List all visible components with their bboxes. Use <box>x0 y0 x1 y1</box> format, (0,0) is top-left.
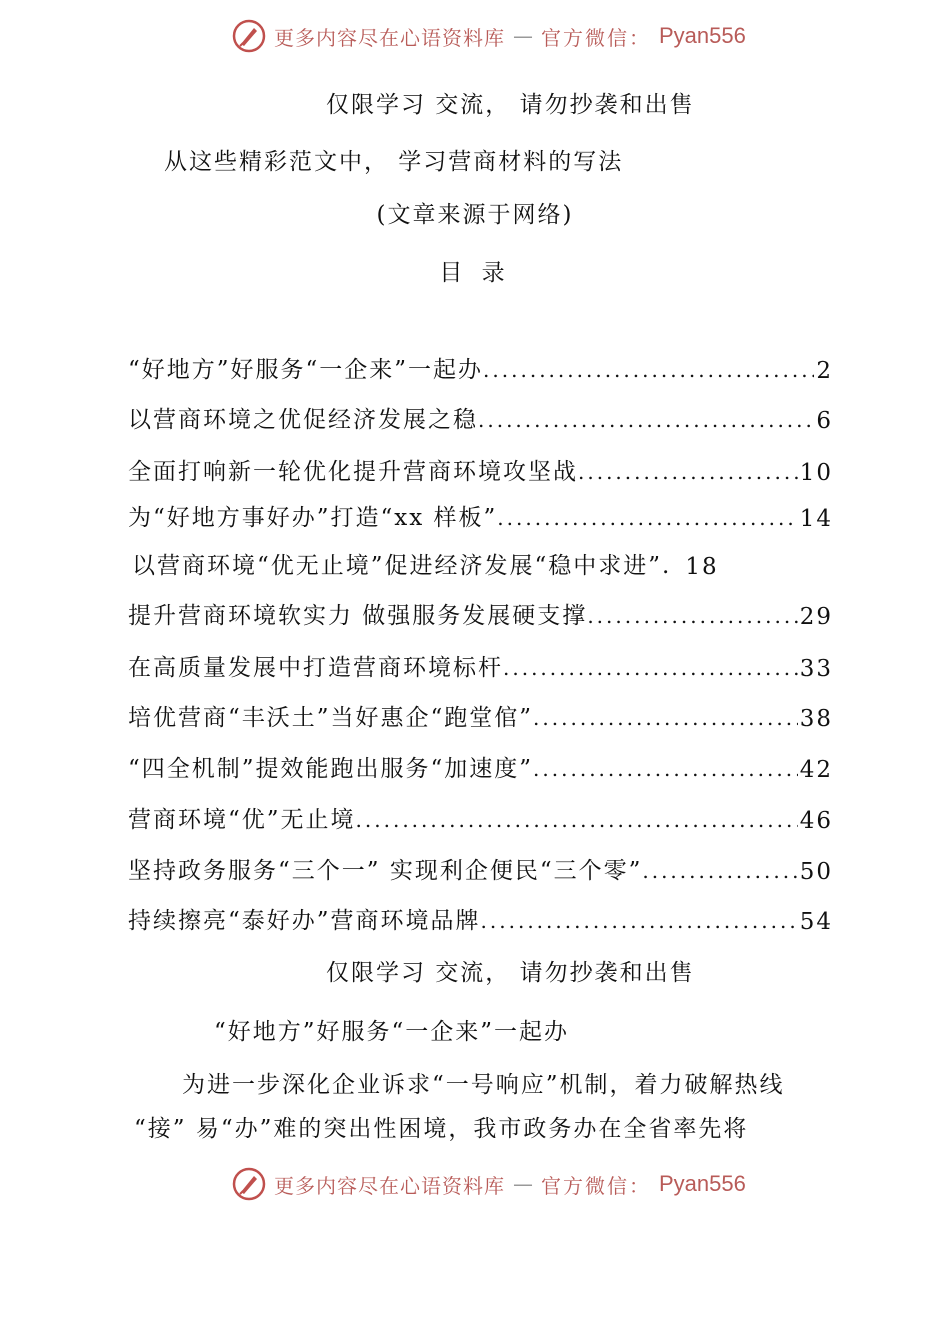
toc-item[interactable] <box>128 350 833 384</box>
toc-item[interactable] <box>132 546 837 580</box>
article-title: “好地方”好服务“一企来”一起办 <box>214 1019 570 1045</box>
toc-item-page: 42 <box>799 757 833 783</box>
toc-item-page: 33 <box>799 656 833 682</box>
banner-site-text: 更多内容尽在心语资料库 <box>274 25 505 50</box>
toc-item-page: 46 <box>799 808 833 834</box>
toc-leader-dots <box>578 460 798 486</box>
top-banner <box>232 18 746 54</box>
toc-item-page: 29 <box>799 604 833 630</box>
toc-leader-dots <box>478 408 814 434</box>
banner-separator: — <box>513 1172 533 1196</box>
source-note: (文章来源于网络) <box>376 202 574 228</box>
toc-item[interactable] <box>128 800 833 834</box>
banner-wechat-label: 官方微信： <box>541 25 651 50</box>
toc-leader-dots <box>503 656 798 682</box>
toc-item[interactable] <box>128 400 833 434</box>
intro-line: 从这些精彩范文中， 学习营商材料的写法 <box>164 149 624 175</box>
article-paragraph-line: 为进一步深化企业诉求“一号响应”机制，着力破解热线 <box>182 1072 785 1098</box>
toc-heading: 目 录 <box>439 260 511 286</box>
toc-item-page: 6 <box>816 408 833 434</box>
toc-item-title: 培优营商“丰沃土”当好惠企“跑堂倌” <box>128 705 534 731</box>
quill-logo-icon <box>232 1167 266 1201</box>
quill-logo-icon <box>232 19 266 53</box>
toc-leader-dots <box>481 909 798 935</box>
banner-wechat-label: 官方微信： <box>541 1173 651 1198</box>
toc-item-title: 坚持政务服务“三个一” 实现利企便民“三个零” <box>128 858 643 884</box>
toc-item-page: 38 <box>799 706 833 732</box>
toc-item[interactable] <box>128 498 833 532</box>
toc-item-title: 提升营商环境软实力 做强服务发展硬支撑 <box>128 603 588 629</box>
article-paragraph-line: “接” 易“办”难的突出性困境，我市政务办在全省率先将 <box>134 1116 749 1142</box>
toc-leader-dots <box>356 808 798 834</box>
toc-item[interactable] <box>128 452 833 486</box>
toc-item-page: 14 <box>799 506 833 532</box>
toc-item[interactable] <box>128 698 833 732</box>
banner-wechat-id: Pyan556 <box>659 23 746 48</box>
notice-text: 仅限学习 交流， 请勿抄袭和出售 <box>326 92 695 118</box>
toc-item-page: 2 <box>816 358 833 384</box>
toc-item-title: 全面打响新一轮优化提升营商环境攻坚战 <box>128 459 578 485</box>
toc-leader-dots <box>533 706 798 732</box>
toc-leader-dots <box>587 604 797 630</box>
banner-site-text: 更多内容尽在心语资料库 <box>274 1173 505 1198</box>
banner-wechat-id: Pyan556 <box>659 1171 746 1196</box>
toc-item-page: 50 <box>799 859 833 885</box>
toc-item-title: 持续擦亮“泰好办”营商环境品牌 <box>128 908 481 934</box>
toc-item-title: 在高质量发展中打造营商环境标杆 <box>128 655 503 681</box>
toc-item[interactable] <box>128 749 833 783</box>
toc-item-title: 为“好地方事好办”打造“xx 样板” <box>128 505 498 531</box>
toc-leader-dots <box>483 358 814 384</box>
toc-leader-dots <box>533 757 798 783</box>
toc-item-title: 以营商环境“优无止境”促进经济发展“稳中求进”. <box>132 553 672 579</box>
toc-item-page: 54 <box>799 909 833 935</box>
toc-item[interactable] <box>128 648 833 682</box>
toc-item-title: “好地方”好服务“一企来”一起办 <box>128 357 484 383</box>
toc-item[interactable] <box>128 596 833 630</box>
notice-text: 仅限学习 交流， 请勿抄袭和出售 <box>326 960 695 986</box>
toc-item-title: 以营商环境之优促经济发展之稳 <box>128 407 478 433</box>
toc-item-page: 18 <box>685 554 719 580</box>
bottom-banner <box>232 1166 746 1202</box>
toc-item-page: 10 <box>799 460 833 486</box>
toc-item[interactable] <box>128 851 833 885</box>
toc-leader-dots <box>642 859 797 885</box>
toc-item-title: “四全机制”提效能跑出服务“加速度” <box>128 756 534 782</box>
toc-item[interactable] <box>128 901 833 935</box>
toc-item-title: 营商环境“优”无止境 <box>128 807 356 833</box>
banner-separator: — <box>513 24 533 48</box>
toc-leader-dots <box>497 506 797 532</box>
